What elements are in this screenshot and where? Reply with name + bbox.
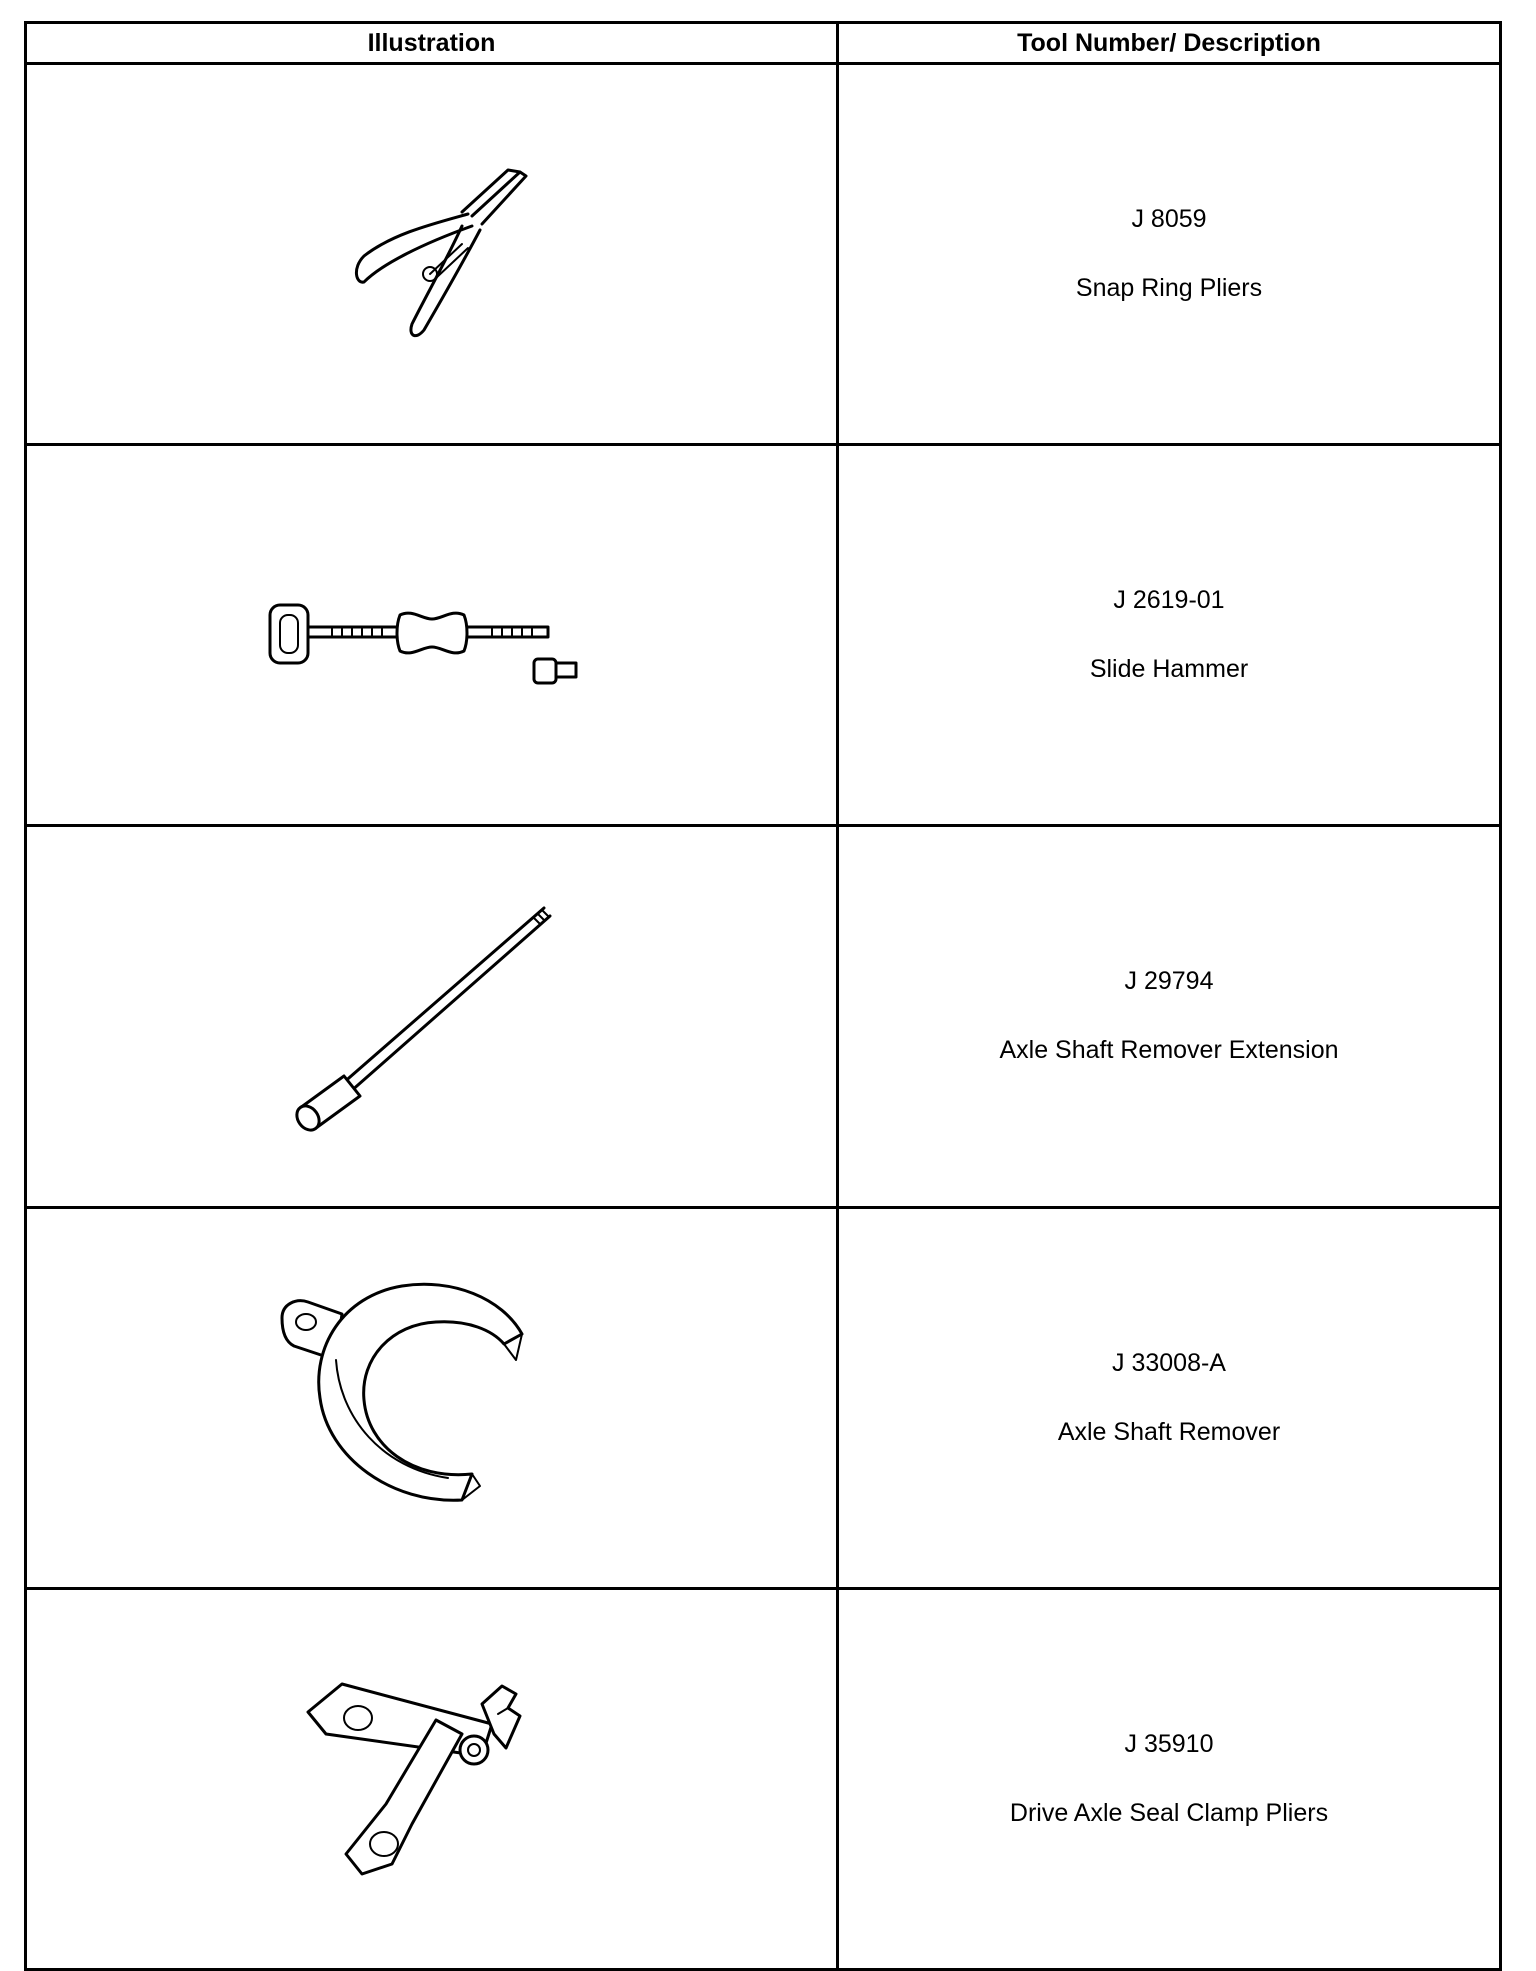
axle-shaft-remover-extension-icon — [282, 896, 582, 1136]
tool-description-cell — [838, 445, 1501, 826]
snap-ring-pliers-icon — [312, 164, 552, 344]
illustration-cell — [26, 1588, 838, 1969]
tool-description-cell — [838, 64, 1501, 445]
table-row — [26, 445, 1501, 826]
tool-number: J 29794 — [1124, 967, 1214, 996]
illustration-cell — [26, 64, 838, 445]
table-header-row — [26, 23, 1501, 64]
illustration-column-header: Illustration — [26, 23, 838, 64]
tool-description-cell — [838, 1588, 1501, 1969]
table-row — [26, 1588, 1501, 1969]
illustration-cell — [26, 826, 838, 1207]
table-row — [26, 826, 1501, 1207]
tool-description-cell — [838, 826, 1501, 1207]
tool-description: Drive Axle Seal Clamp Pliers — [1009, 1798, 1329, 1827]
axle-shaft-remover-icon — [272, 1268, 592, 1528]
tool-description: Slide Hammer — [1089, 655, 1249, 684]
table-row — [26, 1207, 1501, 1588]
tool-description: Snap Ring Pliers — [1075, 274, 1263, 303]
tool-number: J 8059 — [1131, 205, 1207, 234]
illustration-cell — [26, 1207, 838, 1588]
tool-description-cell — [838, 1207, 1501, 1588]
special-tools-table — [24, 21, 1502, 1971]
tool-number: J 35910 — [1124, 1729, 1214, 1758]
tool-column-header: Tool Number/ Description — [838, 23, 1501, 64]
illustration-cell — [26, 445, 838, 826]
tool-description: Axle Shaft Remover Extension — [999, 1036, 1339, 1065]
tool-number: J 2619-01 — [1113, 586, 1225, 615]
slide-hammer-icon — [262, 575, 602, 695]
table-row — [26, 64, 1501, 445]
drive-axle-seal-clamp-pliers-icon — [302, 1664, 562, 1894]
tool-number: J 33008-A — [1112, 1348, 1226, 1377]
tool-description: Axle Shaft Remover — [1057, 1417, 1281, 1446]
